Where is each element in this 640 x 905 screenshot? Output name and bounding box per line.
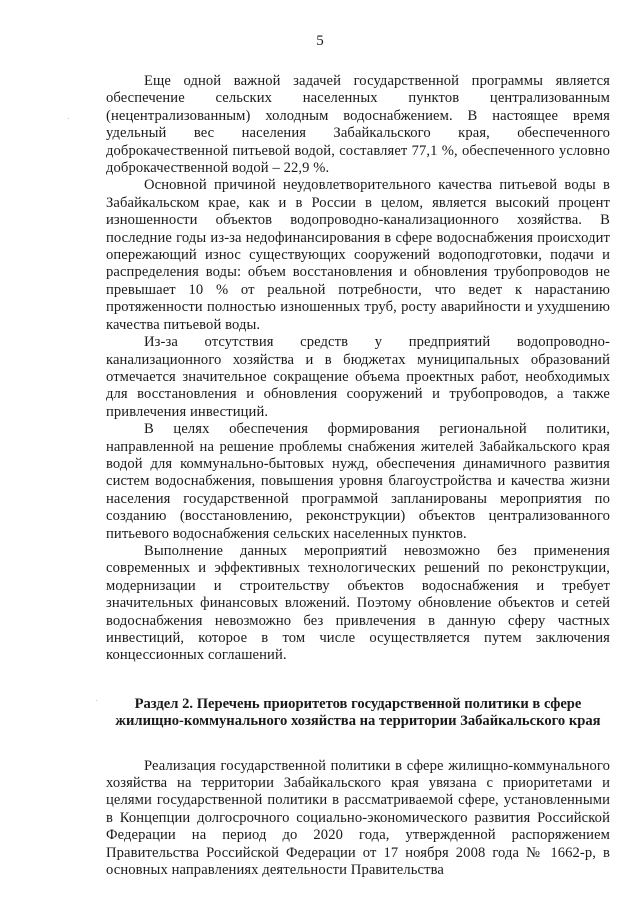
paragraph-drinking-water-task: Еще одной важной задачей государственной программы является обеспечение сельских населенных пунктов централизованным (нецентрализованным) холодным водоснабжением. В настоящее время удельный вес населения Забайкальского края, обеспеченного доброкачественной питьевой водой, составляет 77,1 %, обеспеченного условно доброкачественной водой – 22,9 %. <box>106 73 610 177</box>
scan-speck <box>68 118 69 119</box>
section-heading-line-2: жилищно-коммунального хозяйства на территории Забайкальского края <box>115 713 601 730</box>
paragraph-policy-implementation: Реализация государственной политики в сфере жилищно-коммунального хозяйства на территории Забайкальского края увязана с приоритетами и целями государственной политики в рассматриваемой сфере, установленными в Концепции долгосрочного социально-экономического развития Российской Федерации на период до 2020 года, утвержденной распоряжением Правительства Российской Федерации от 17 ноября 2008 года № 1662-р, в основных направлениях деятельности Правительства <box>106 757 610 879</box>
paragraph-investments: Выполнение данных мероприятий невозможно без применения современных и эффективных технологических решений по реконструкции, модернизации и строительству объектов водоснабжения и требует значительных финансовых вложений. Поэтому обновление объектов и сетей водоснабжения невозможно без привлечения в данную сферу частных инвестиций, которое в том числе осуществляется путем заключения концессионных соглашений. <box>106 542 610 664</box>
paragraph-lack-of-funds: Из-за отсутствия средств у предприятий водопроводно-канализационного хозяйства и в бюджетах муниципальных образований отмечается значительное сокращение объема проектных работ, необходимых для восстановления и обновления сооружений и трубопроводов, а также привлечения инвестиций. <box>106 334 610 420</box>
page-number: 5 <box>316 33 324 49</box>
paragraph-water-quality-causes: Основной причиной неудовлетворительного качества питьевой воды в Забайкальском крае, как и в России в целом, является высокий процент изношенности объектов водопроводно-канализационного хозяйства. В последние годы из-за недофинансирования в сфере водоснабжения происходит опережающий износ существующих сооружений водоподготовки, подачи и распределения воды: объем восстановления и обновления трубопроводов не превышает 10 % от реальной потребности, что ведет к нарастанию протяженности полностью изношенных труб, росту аварийности и ухудшению качества питьевой воды. <box>106 177 610 333</box>
scan-speck <box>96 700 97 701</box>
document-body <box>106 73 610 879</box>
section-heading-line-1: Раздел 2. Перечень приоритетов государственной политики в сфере <box>134 695 582 712</box>
section-heading <box>106 696 610 731</box>
paragraph-regional-policy: В целях обеспечения формирования региональной политики, направленной на решение проблемы снабжения жителей Забайкальского края водой для коммунально-бытовых нужд, обеспечения динамичного развития систем водоснабжения, повышения уровня благоустройства и качества жизни населения государственной программой запланированы мероприятия по созданию (восстановлению, реконструкции) объектов централизованного питьевого водоснабжения сельских населенных пунктов. <box>106 421 610 542</box>
